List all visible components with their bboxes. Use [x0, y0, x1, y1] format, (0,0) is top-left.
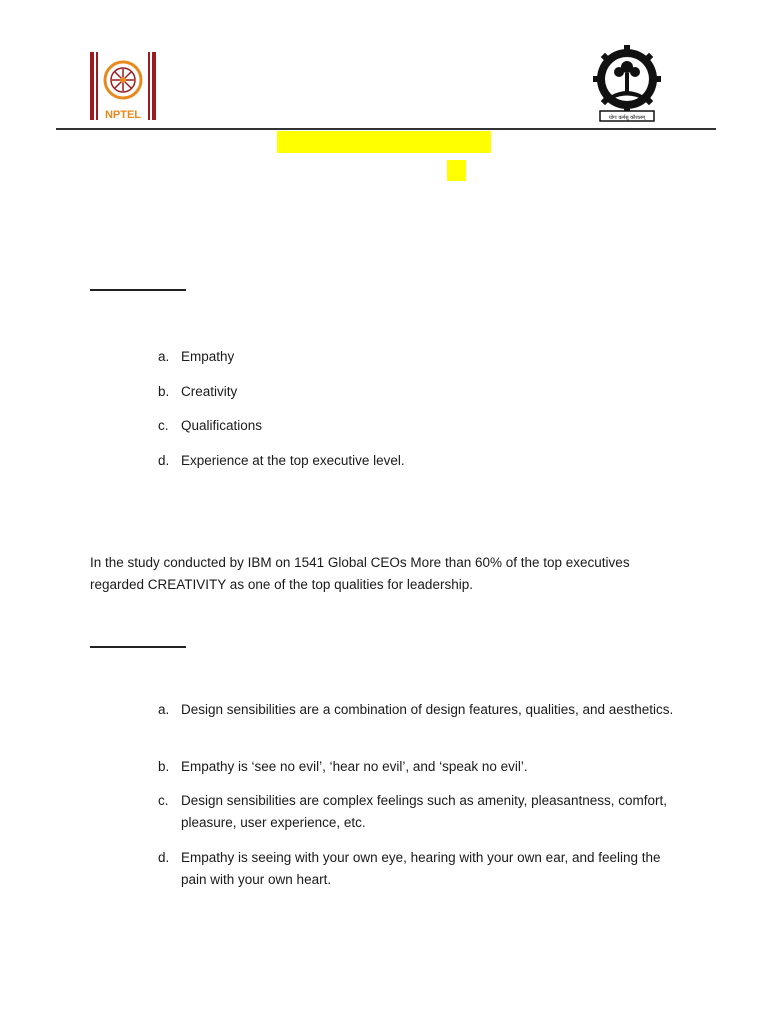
nptel-logo [90, 52, 156, 122]
iit-kharagpur-logo [592, 45, 662, 123]
option-text: Empathy [181, 349, 235, 364]
option-letter: d. [158, 850, 170, 865]
option-letter: b. [158, 384, 170, 399]
nptel-logo-text: NPTEL [104, 109, 142, 121]
option-text: Design sensibilities are complex feelings such as amenity, pleasantness, comfort, pleasure, user experience, etc. [181, 793, 667, 830]
option-letter: a. [158, 702, 170, 717]
question-2-rule [90, 646, 186, 648]
option-letter: c. [158, 793, 169, 808]
highlighted-square [447, 160, 466, 181]
option-text: Creativity [181, 384, 238, 399]
question-1-rule [90, 289, 186, 291]
option-letter: c. [158, 418, 169, 433]
option-text: Experience at the top executive level. [181, 453, 405, 468]
option-text: Design sensibilities are a combination of design features, qualities, and aesthetics. [181, 702, 674, 717]
option-letter: a. [158, 349, 170, 364]
option-text: Empathy is seeing with your own eye, hearing with your own ear, and feeling the pain with your own heart. [181, 850, 661, 887]
option-letter: d. [158, 453, 170, 468]
option-text: Empathy is ‘see no evil’, ‘hear no evil’, and ‘speak no evil’. [181, 759, 528, 774]
highlighted-title-bar [277, 131, 491, 153]
option-text: Qualifications [181, 418, 263, 433]
option-letter: b. [158, 759, 170, 774]
iit-logo-motto: योगः कर्मसु कौशलम् [608, 115, 646, 121]
question-1-explanation: In the study conducted by IBM on 1541 Global CEOs More than 60% of the top executives regarded CREATIVITY as one of the top qualities for leadership. [90, 555, 630, 592]
header-divider [56, 128, 716, 130]
